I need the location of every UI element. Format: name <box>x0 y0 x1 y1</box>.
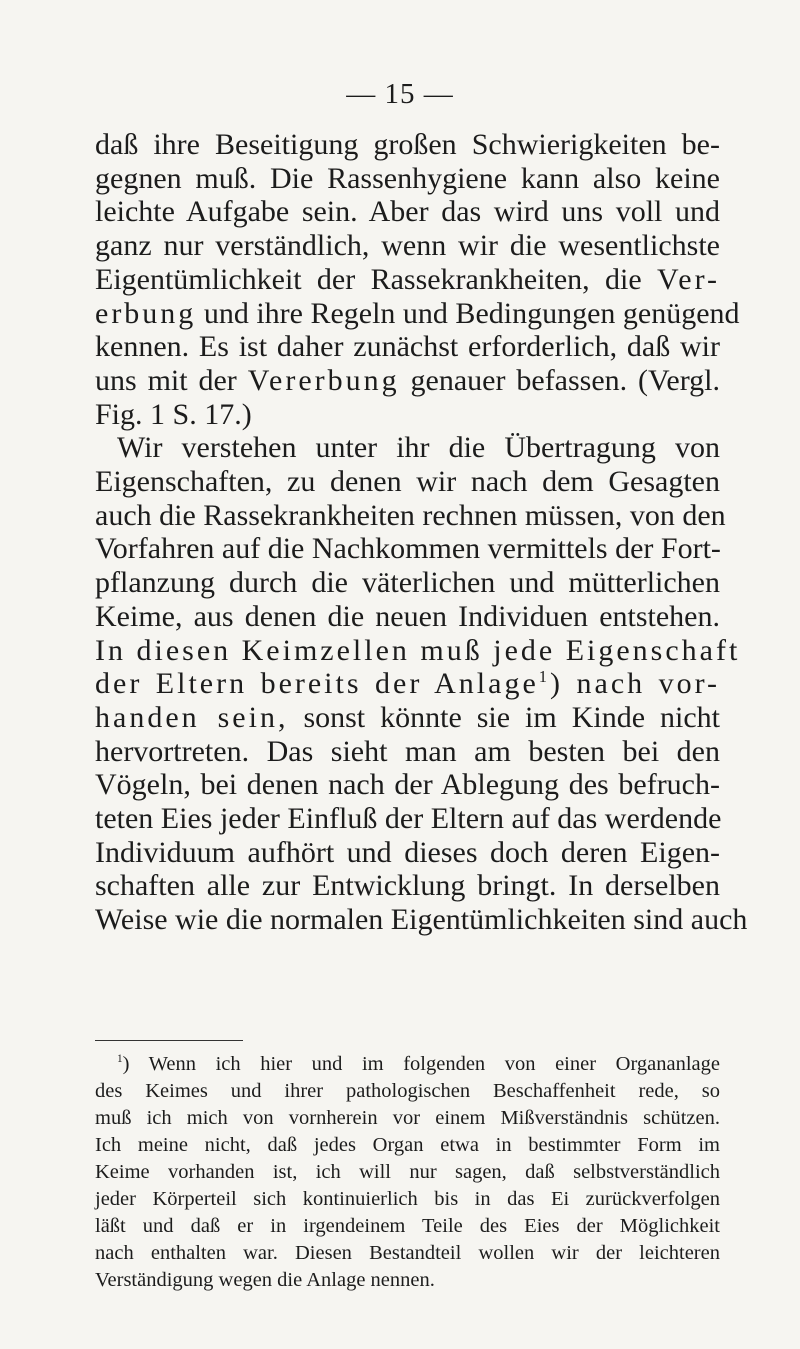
text-segment: genauer befassen. (Vergl. <box>399 363 720 397</box>
text-segment: der Eltern bereits der Anlage <box>95 667 539 701</box>
emphasis-vererbung: erbung <box>95 296 197 330</box>
footnote-line: muß ich mich von vornherein vor einem Mißverständnis schützen. <box>95 1107 720 1129</box>
footnote <box>95 1051 720 1294</box>
text-line: leichte Aufgabe sein. Aber das wird uns voll und <box>95 195 720 229</box>
emphasis-vererbung: Ver- <box>656 262 720 296</box>
emphasis-line: In diesen Keimzellen muß jede Eigenschaft <box>95 633 741 667</box>
text-line <box>95 364 720 398</box>
text-line <box>95 263 720 297</box>
text-line <box>95 701 720 735</box>
emphasis-line <box>95 667 720 701</box>
footnote-line: Ich meine nicht, daß jedes Organ etwa in bestimmter Form im <box>95 1134 720 1156</box>
emphasis-segment: handen sein, <box>95 700 289 734</box>
footnote-line <box>95 1051 720 1078</box>
page-number: — 15 — <box>346 78 454 110</box>
footnote-line: Keime vorhanden ist, ich will nur sagen, daß selbstverständlich <box>95 1161 720 1183</box>
text-line: Fig. 1 S. 17.) <box>95 397 252 431</box>
text-line: teten Eies jeder Einfluß der Eltern auf das werdende <box>95 802 722 836</box>
footnote-marker: 1 <box>117 1053 123 1066</box>
text-line: ganz nur verständlich, wenn wir die wesentlichste <box>95 229 720 263</box>
text-segment: Eigentümlichkeit der Rassekrankheiten, die <box>95 262 657 296</box>
footnote-divider <box>95 1040 243 1041</box>
footnote-line: jeder Körperteil sich kontinuierlich bis in das Ei zurückverfolgen <box>95 1188 720 1210</box>
footnote-line: läßt und daß er in irgendeinem Teile des Eies der Möglichkeit <box>95 1215 720 1237</box>
text-line: auch die Rassekrankheiten rechnen müssen, von den <box>95 498 726 532</box>
footnote-line: Verständigung wegen die Anlage nennen. <box>95 1269 435 1291</box>
text-segment: ) Wenn ich hier und im folgenden von einer Organanlage <box>122 1053 720 1075</box>
text-line: Weise wie die normalen Eigentümlichkeiten sind auch <box>95 903 748 937</box>
footnote-line: nach enthalten war. Diesen Bestandteil wollen wir der leichteren <box>95 1242 720 1264</box>
text-line: schaften alle zur Entwicklung bringt. In derselben <box>95 869 720 903</box>
text-line: hervortreten. Das sieht man am besten bei den <box>95 734 720 768</box>
text-line: daß ihre Beseitigung großen Schwierigkeiten be- <box>95 128 720 161</box>
text-segment: ) nach vor- <box>550 667 720 701</box>
text-line: Individuum aufhört und dieses doch deren Eigen- <box>95 835 720 869</box>
text-line: Wir verstehen unter ihr die Übertragung von <box>117 431 720 465</box>
text-segment: sonst könnte sie im Kinde nicht <box>288 700 720 734</box>
footnote-line: des Keimes und ihrer pathologischen Beschaffenheit rede, so <box>95 1080 720 1102</box>
text-line <box>95 296 740 331</box>
body-text <box>95 128 748 937</box>
text-line: kennen. Es ist daher zunächst erforderlich, daß wir <box>95 330 720 364</box>
emphasis-vererbung: Vererbung <box>247 363 400 397</box>
text-line: gegnen muß. Die Rassenhygiene kann also keine <box>95 161 720 195</box>
text-line: Eigenschaften, zu denen wir nach dem Gesagten <box>95 465 720 499</box>
footnote-reference: 1 <box>538 667 551 687</box>
text-line: pflanzung durch die väterlichen und mütterlichen <box>95 566 720 600</box>
text-line: Vorfahren auf die Nachkommen vermittels der Fort- <box>95 532 721 566</box>
text-segment: uns mit der <box>95 363 248 397</box>
text-line: Keime, aus denen die neuen Individuen entstehen. <box>95 599 720 633</box>
text-segment: und ihre Regeln und Bedingungen genügend <box>196 296 740 330</box>
text-line: Vögeln, bei denen nach der Ablegung des befruch- <box>95 768 720 802</box>
